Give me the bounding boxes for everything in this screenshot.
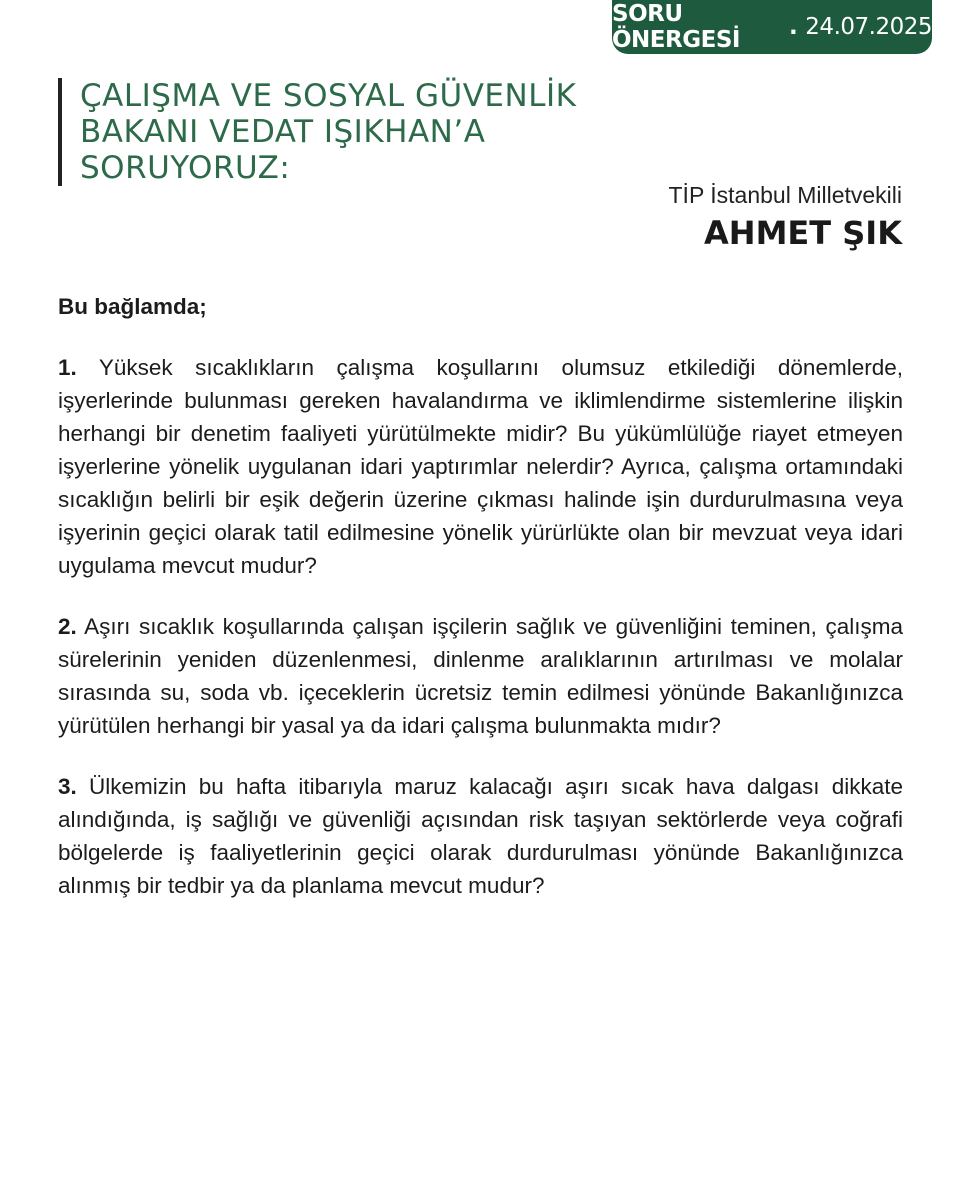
question-text: Aşırı sıcaklık koşullarında çalışan işçilerin sağlık ve güvenliğini teminen, çalışma sürelerinin yeniden düzenlenmesi, dinlenme aralıklarının artırılması ve molalar sırasında su, soda vb. içeceklerin ücretsiz temin edilmesi yönünde Bakanlığınızca yürütülen herhangi bir yasal ya da idari çalışma bulunmakta mıdır? bbox=[58, 614, 904, 738]
author-block bbox=[669, 180, 903, 254]
badge-separator: . bbox=[789, 14, 798, 40]
heading-line: BAKANI VEDAT IŞIKHAN’A bbox=[80, 114, 486, 150]
soru-onergesi-badge bbox=[612, 0, 932, 54]
question-text: Yüksek sıcaklıkların çalışma koşullarını olumsuz etkilediği dönemlerde, işyerlerinde bulunması gereken havalandırma ve iklimlendirme sistemlerine ilişkin herhangi bir denetim faaliyeti yürütülmekte midir? Bu yükümlülüğe riayet etmeyen işyerlerine yönelik uygulanan idari yaptırımlar nelerdir? Ayrıca, çalışma ortamındaki sıcaklığın belirli bir eşik değerin üzerine çıkması halinde işin durdurulmasına veya işyerinin geçici olarak tatil edilmesine yönelik yürürlükte olan bir mevzuat veya idari uygulama mevcut mudur? bbox=[58, 355, 903, 578]
question-number: 3. bbox=[58, 774, 77, 799]
heading-line: ÇALIŞMA VE SOSYAL GÜVENLİK bbox=[80, 78, 577, 114]
badge-label: SORU ÖNERGESİ bbox=[612, 1, 740, 53]
badge-date: 24.07.2025 bbox=[805, 14, 932, 40]
page-heading bbox=[58, 78, 680, 186]
question-number: 2. bbox=[58, 614, 77, 639]
question-paragraph bbox=[58, 610, 903, 742]
question-paragraph bbox=[58, 770, 903, 902]
question-paragraph bbox=[58, 351, 903, 582]
document-body bbox=[58, 290, 903, 930]
intro-text: Bu bağlamda; bbox=[58, 294, 207, 319]
heading-line: SORUYORUZ: bbox=[80, 150, 291, 186]
question-number: 1. bbox=[58, 355, 77, 380]
author-name: AHMET ŞIK bbox=[704, 214, 902, 252]
question-text: Ülkemizin bu hafta itibarıyla maruz kalacağı aşırı sıcak hava dalgası dikkate alındığında, iş sağlığı ve güvenliği açısından risk taşıyan sektörlerde veya coğrafi bölgelerde iş faaliyetlerinin geçici olarak durdurulması yönünde Bakanlığınızca alınmış bir tedbir ya da planlama mevcut mudur? bbox=[58, 774, 903, 898]
author-role: TİP İstanbul Milletvekili bbox=[668, 182, 902, 208]
